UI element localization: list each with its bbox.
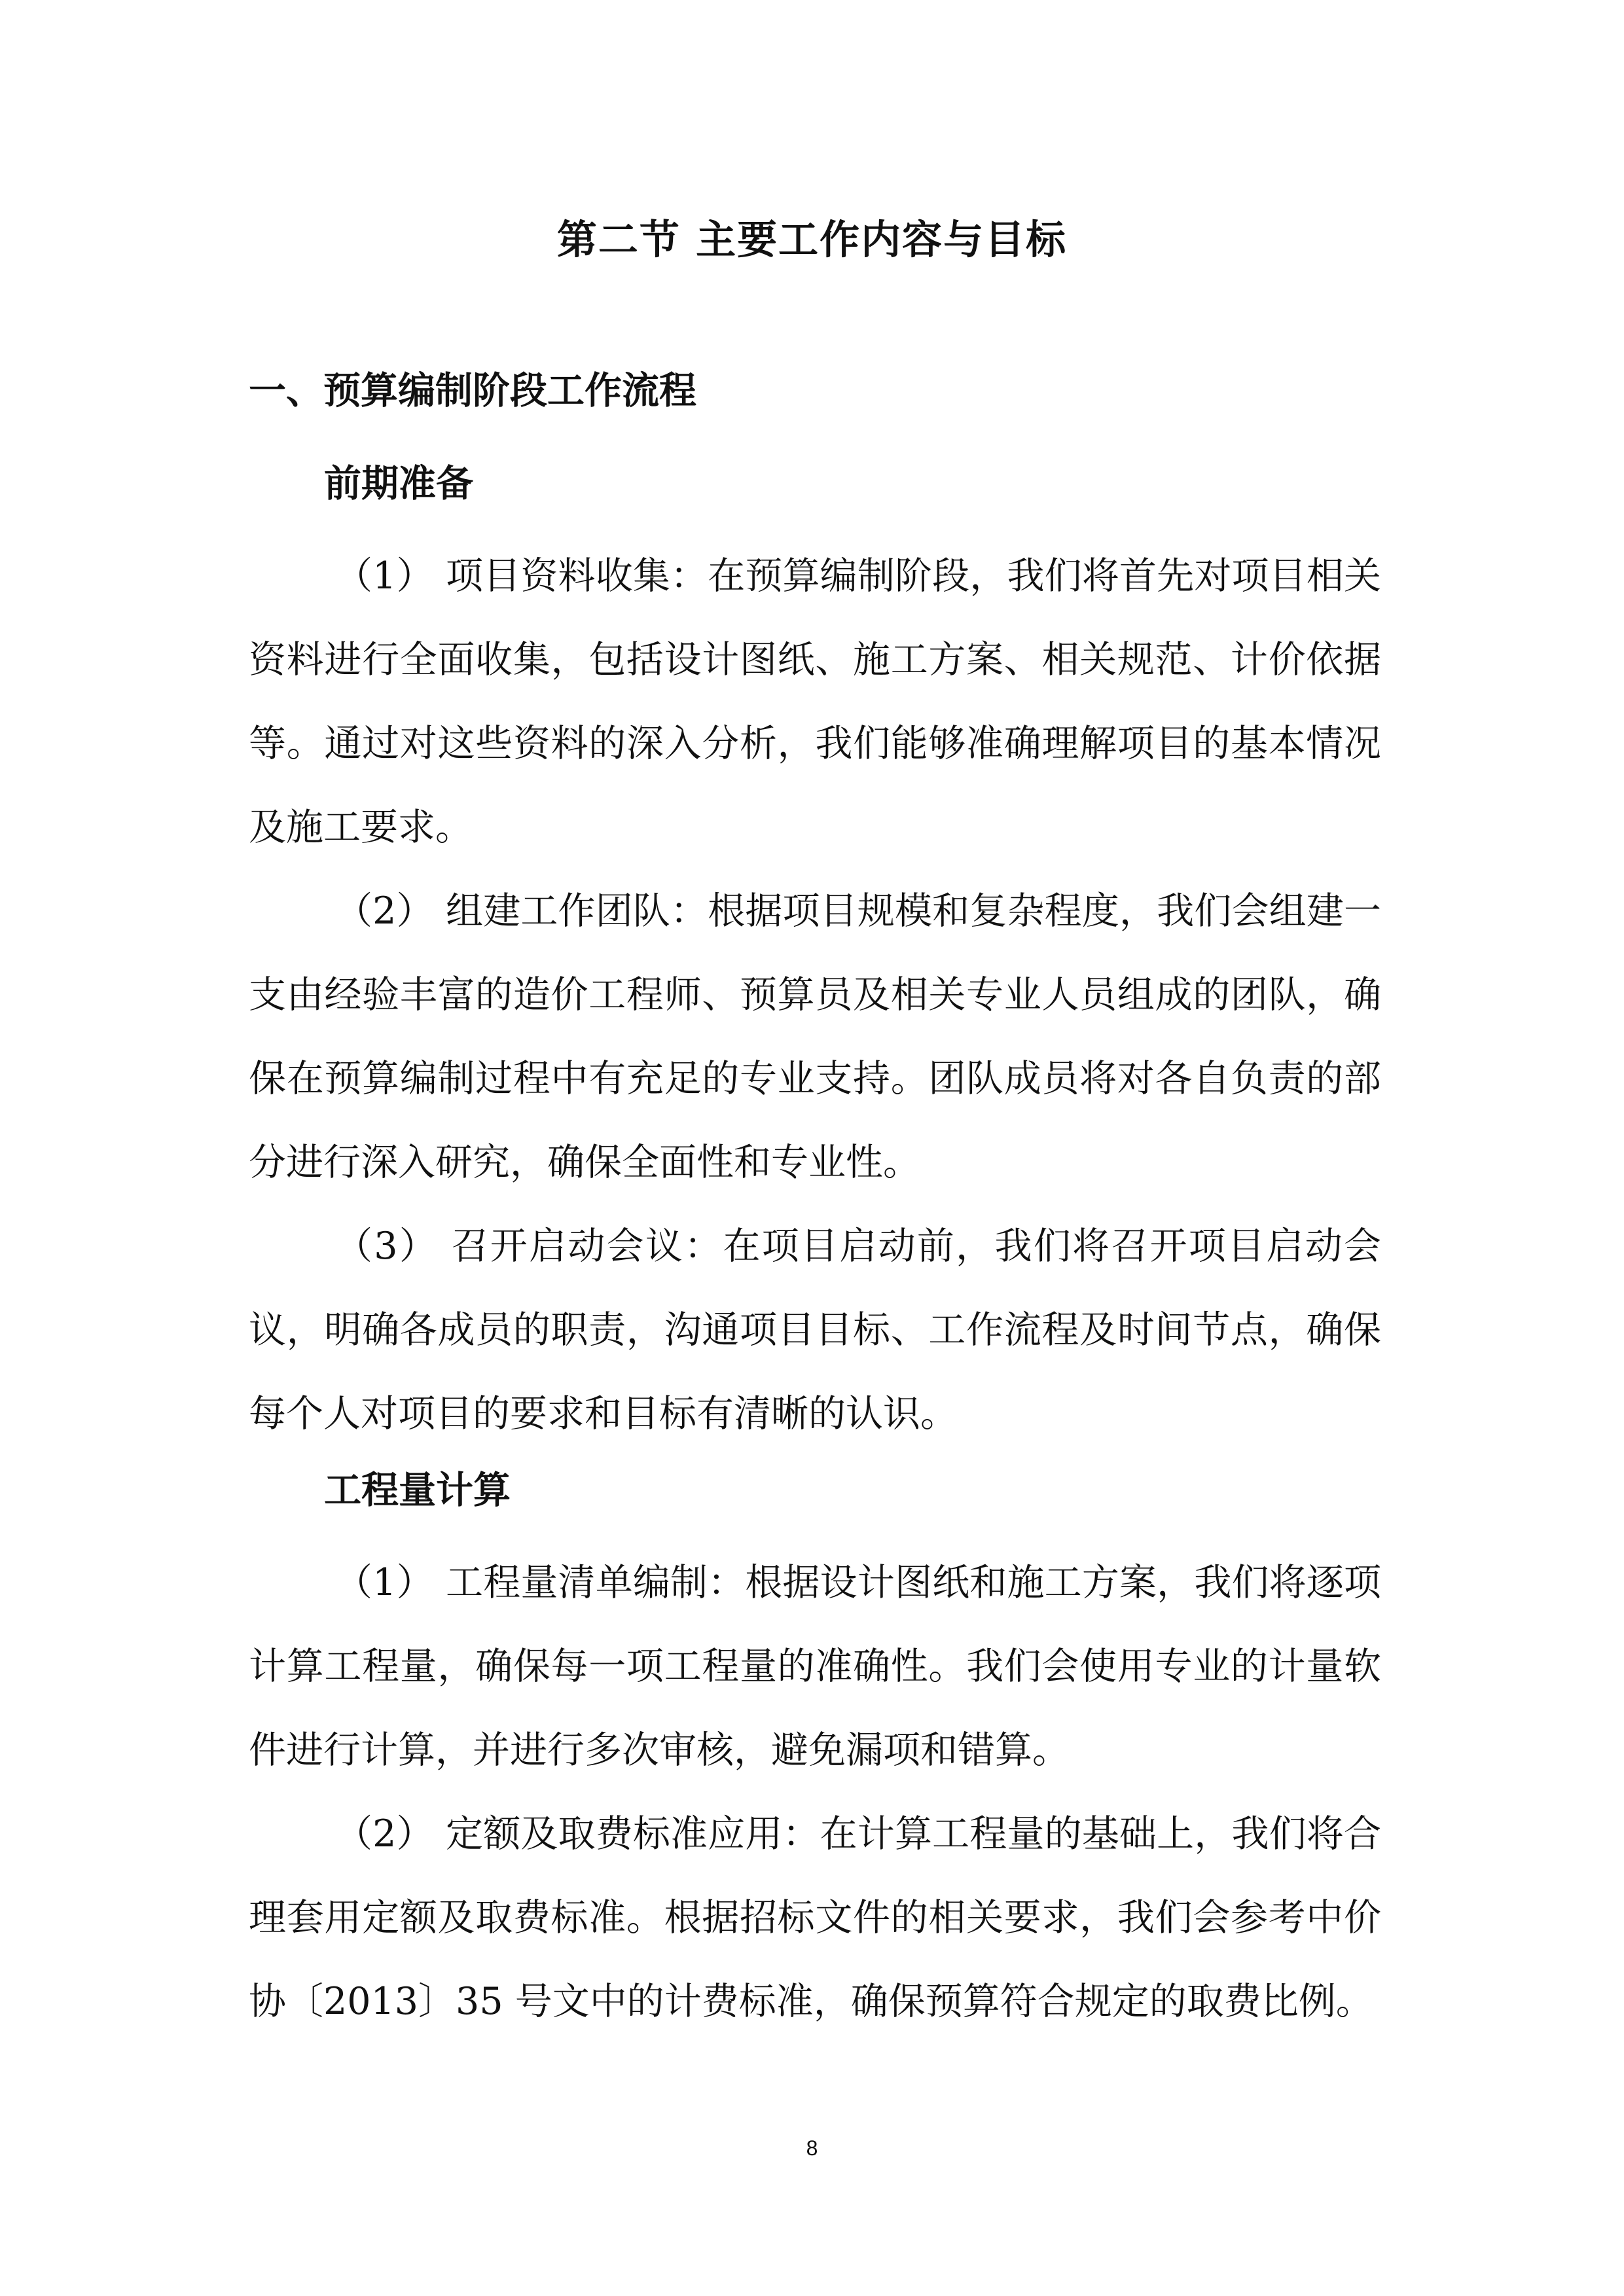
paragraph-kickoff-meeting: （3） 召开启动会议：在项目启动前，我们将召开项目启动会议，明确各成员的职责，沟通项目目标、工作流程及时间节点，确保每个人对项目的要求和目标有清晰的认识。 [249,1225,1381,1435]
page-number: 8 [806,2136,818,2160]
subsection-heading-preparation: 前期准备 [324,461,473,505]
subsection-heading-quantity-calculation: 工程量计算 [324,1468,511,1512]
paragraph-project-data-collection: （1） 项目资料收集：在预算编制阶段，我们将首先对项目相关资料进行全面收集，包括设计图纸、施工方案、相关规范、计价依据等。通过对这些资料的深入分析，我们能够准确理解项目的基本情况及施工要求。 [249,554,1381,849]
paragraph-team-formation: （2） 组建工作团队：根据项目规模和复杂程度，我们会组建一支由经验丰富的造价工程师、预算员及相关专业人员组成的团队，确保在预算编制过程中有充足的专业支持。团队成员将对各自负责的部分进行深入研究，确保全面性和专业性。 [249,889,1381,1184]
paragraph-bill-of-quantities: （1） 工程量清单编制：根据设计图纸和施工方案，我们将逐项计算工程量，确保每一项工程量的准确性。我们会使用专业的计量软件进行计算，并进行多次审核，避免漏项和错算。 [249,1561,1381,1772]
page-title: 第二节 主要工作内容与目标 [556,217,1068,263]
section-heading: 一、预算编制阶段工作流程 [249,368,696,412]
paragraph-quota-and-fee-standards: （2） 定额及取费标准应用：在计算工程量的基础上，我们将合理套用定额及取费标准。根据招标文件的相关要求，我们会参考中价协〔2013〕35 号文中的计费标准，确保预算符合规定的取费比例。 [249,1812,1381,2023]
